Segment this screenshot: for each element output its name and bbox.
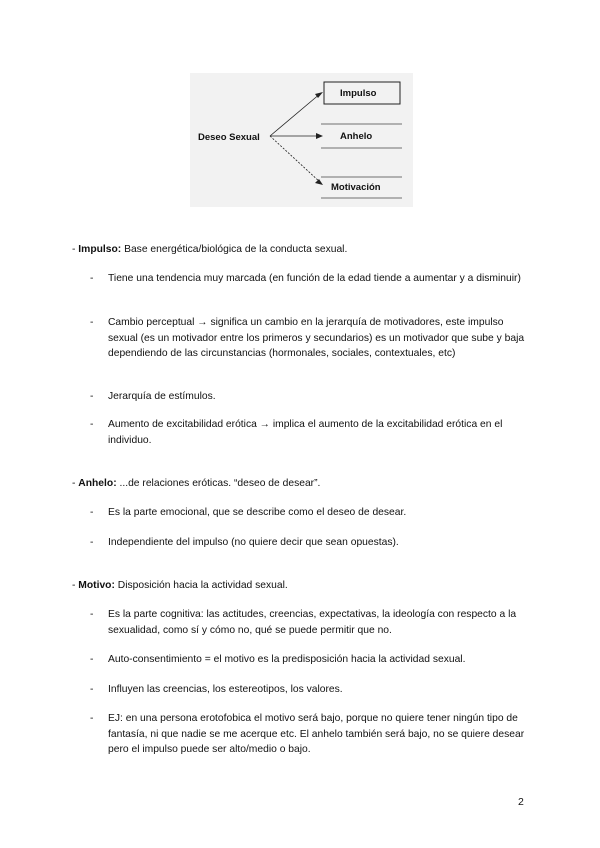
diagram-branch-motivacion: Motivación — [331, 182, 381, 193]
section-heading-anhelo: - Anhelo: ...de relaciones eróticas. “deseo de desear”. — [72, 478, 321, 489]
list-item-text: Auto-consentimiento = el motivo es la predisposición hacia la actividad sexual. — [108, 654, 466, 665]
diagram-branch-anhelo: Anhelo — [340, 131, 373, 142]
section-term: Impulso: — [78, 244, 122, 255]
page-number: 2 — [518, 796, 524, 808]
section-heading-motivo: - Motivo: Disposición hacia la actividad sexual. — [72, 580, 288, 591]
section-heading-impulso: - Impulso: Base energética/biológica de la conducta sexual. — [72, 244, 348, 255]
list-item-text: Es la parte emocional, que se describe como el deseo de desear. — [108, 507, 407, 518]
arrowhead-anhelo — [316, 133, 323, 139]
list-item-text: Independiente del impulso (no quiere decir que sean opuestas). — [108, 537, 399, 548]
arrow-to-motivacion — [270, 136, 321, 183]
diagram-root-label: Deseo Sexual — [198, 132, 260, 143]
arrowhead-motivacion — [315, 179, 323, 185]
list-item-text: Influyen las creencias, los estereotipos, los valores. — [108, 684, 343, 695]
concept-diagram — [190, 73, 413, 207]
section-definition: ...de relaciones eróticas. “deseo de desear”. — [119, 478, 321, 489]
section-term: Motivo: — [78, 580, 115, 591]
arrow-to-impulso — [270, 93, 321, 136]
list-item-text: EJ: en una persona erotofobica el motivo será bajo, porque no quiere tener ningún tipo de fantasía, ni que nadie se me acerque etc. El anhelo también será bajo, no se quiere desear pero el impulso puede ser alto/medio o bajo. — [108, 713, 525, 755]
list-item-text: Aumento de excitabilidad erótica → implica el aumento de la excitabilidad erótica en el individuo. — [108, 419, 503, 446]
section-definition: Base energética/biológica de la conducta sexual. — [124, 244, 348, 255]
list-item-text: Es la parte cognitiva: las actitudes, creencias, expectativas, la ideología con respecto a la sexualidad, como sí y cómo no, qué se puede permitir que no. — [108, 609, 517, 636]
section-term: Anhelo: — [78, 478, 117, 489]
list-item-text: Tiene una tendencia muy marcada (en función de la edad tiende a aumentar y a disminuir) — [108, 273, 521, 284]
list-item-text: Jerarquía de estímulos. — [108, 391, 216, 402]
section-definition: Disposición hacia la actividad sexual. — [117, 580, 288, 591]
diagram-branch-impulso: Impulso — [340, 88, 377, 99]
list-item-text: Cambio perceptual → significa un cambio en la jerarquía de motivadores, este impulso sexual (es un motivador entre los primeros y secundarios) es un motivador que sube y baja dependiendo de las circunstancias (hormonales, sociales, contextuales, etc) — [108, 317, 525, 359]
